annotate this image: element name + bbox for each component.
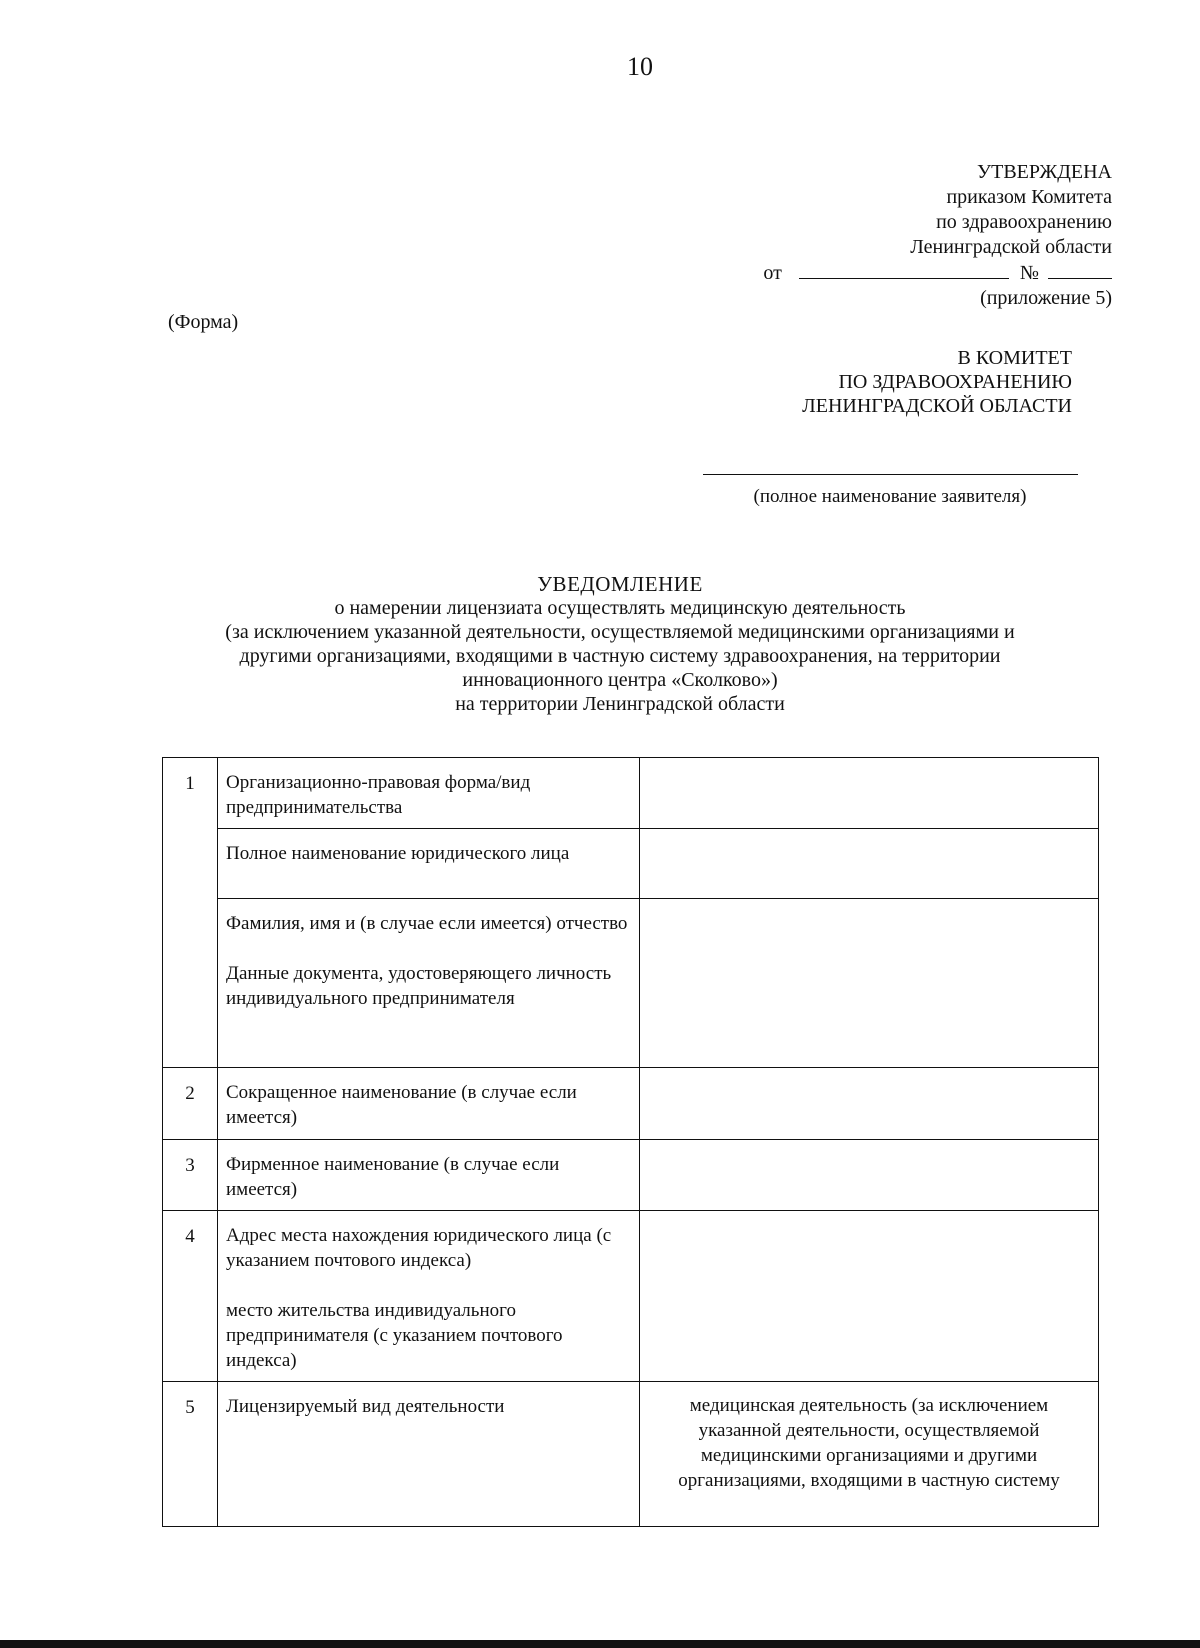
- field-text: Полное наименование юридического лица: [226, 843, 570, 864]
- value-cell[interactable]: [640, 758, 1099, 829]
- field-label: [218, 1211, 640, 1382]
- field-label: [218, 1068, 640, 1140]
- approval-title: УТВЕРЖДЕНА: [976, 161, 1112, 183]
- approval-line-order: приказом Комитета: [946, 186, 1112, 208]
- field-text: место жительства индивидуального предпринимателя (с указанием почтового индекса): [226, 1300, 563, 1371]
- field-label: [218, 1140, 640, 1211]
- table-row: [163, 1211, 1099, 1382]
- field-text: Адрес места нахождения юридического лица (с указанием почтового индекса): [226, 1225, 612, 1271]
- value-cell[interactable]: [640, 899, 1099, 1068]
- field-label: [218, 1382, 640, 1527]
- date-prefix: от: [763, 262, 782, 284]
- page-number: 10: [627, 52, 653, 81]
- notice-title: УВЕДОМЛЕНИЕ: [537, 572, 703, 596]
- activity-type-value: медицинская деятельность (за исключением указанной деятельности, осуществляемой медицинскими организациями и другими организациями, входящими в частную систему: [678, 1395, 1060, 1491]
- value-cell[interactable]: [640, 1068, 1099, 1140]
- field-label: [218, 758, 640, 829]
- recipient-line-1: В КОМИТЕТ: [957, 347, 1072, 369]
- approval-line-region: Ленинградской области: [910, 236, 1112, 258]
- table-row: [163, 758, 1099, 829]
- table-row: [163, 1068, 1099, 1140]
- appendix-label: (приложение 5): [980, 287, 1112, 309]
- field-text: Фамилия, имя и (в случае если имеется) отчество: [226, 913, 628, 934]
- applicant-caption: (полное наименование заявителя): [753, 486, 1027, 507]
- field-text: Данные документа, удостоверяющего личность индивидуального предпринимателя: [226, 963, 612, 1009]
- approval-line-health: по здравоохранению: [936, 211, 1112, 233]
- row-number: 5: [163, 1382, 218, 1527]
- notice-form-table: [162, 757, 1099, 1527]
- field-text: Фирменное наименование (в случае если имеется): [226, 1154, 560, 1200]
- field-label: [218, 899, 640, 1068]
- notice-subtitle-line-4: инновационного центра «Сколково»): [462, 669, 778, 691]
- notice-subtitle-line-2: (за исключением указанной деятельности, осуществляемой медицинскими организациями и: [225, 621, 1015, 643]
- table-row: [163, 829, 1099, 899]
- form-label: (Форма): [168, 311, 239, 333]
- row-number: 4: [163, 1211, 218, 1382]
- scan-edge: [0, 1640, 1200, 1648]
- row-number: 1: [163, 758, 218, 1068]
- value-cell[interactable]: [640, 1382, 1099, 1527]
- table-row: [163, 899, 1099, 1068]
- approval-block: [763, 160, 1112, 311]
- field-text: Сокращенное наименование (в случае если имеется): [226, 1082, 577, 1128]
- field-text: Лицензируемый вид деятельности: [226, 1396, 505, 1417]
- field-label: [218, 829, 640, 899]
- date-blank[interactable]: [799, 260, 1009, 279]
- value-cell[interactable]: [640, 1140, 1099, 1211]
- applicant-name-blank[interactable]: [703, 474, 1078, 475]
- number-blank[interactable]: [1048, 260, 1112, 279]
- number-sign: №: [1019, 262, 1039, 284]
- recipient-line-2: ПО ЗДРАВООХРАНЕНИЮ: [838, 371, 1072, 393]
- value-cell[interactable]: [640, 1211, 1099, 1382]
- row-number: 3: [163, 1140, 218, 1211]
- notice-heading: [150, 572, 1090, 716]
- row-number: 2: [163, 1068, 218, 1140]
- notice-subtitle-line-5: на территории Ленинградской области: [455, 693, 785, 715]
- recipient-line-3: ЛЕНИНГРАДСКОЙ ОБЛАСТИ: [802, 395, 1072, 417]
- notice-subtitle-line-3: другими организациями, входящими в частную систему здравоохранения, на территории: [239, 645, 1001, 667]
- table-row: [163, 1140, 1099, 1211]
- value-cell[interactable]: [640, 829, 1099, 899]
- table-row: [163, 1382, 1099, 1527]
- approval-date-line: [763, 260, 1112, 286]
- notice-subtitle-line-1: о намерении лицензиата осуществлять медицинскую деятельность: [334, 597, 906, 619]
- recipient-block: [802, 346, 1072, 418]
- field-text: Организационно-правовая форма/вид предпринимательства: [226, 772, 531, 818]
